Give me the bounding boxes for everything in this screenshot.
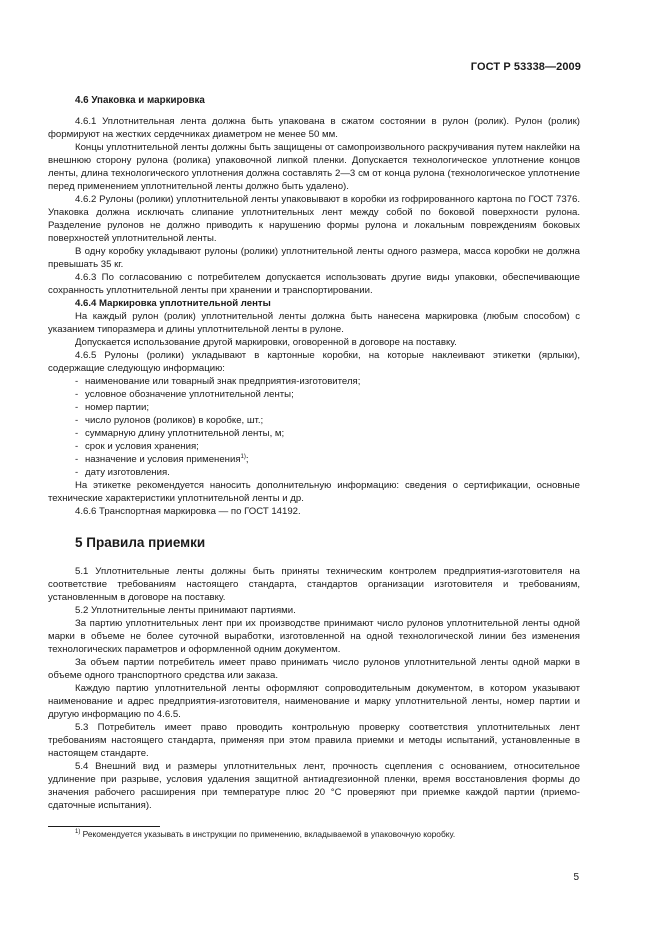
paragraph-4-6-3: 4.6.3 По согласованию с потребителем допускается использовать другие виды упаковки, обеспечивающие сохранность уплотнительной ленты при хранении и транспортировании. <box>48 272 580 296</box>
footnote-mark: 1) <box>75 829 81 835</box>
paragraph-other-marking: Допускается использование другой маркировки, оговоренной в договоре на поставку. <box>75 337 457 348</box>
footnote <box>75 829 580 840</box>
list-item: - число рулонов (роликов) в коробке, шт.; <box>75 415 264 426</box>
paragraph-batch-volume: За объем партии потребитель имеет право принимать число рулонов уплотнительной ленты одной марки в объеме одного транспортного средства или заказа. <box>48 657 580 681</box>
paragraph-4-6-6: 4.6.6 Транспортная маркировка — по ГОСТ 14192. <box>75 506 301 517</box>
page-content <box>48 94 580 812</box>
paragraph-box-mass: В одну коробку укладывают рулоны (ролики) уплотнительной ленты одного размера, масса коробки не должна превышать 35 кг. <box>48 246 580 270</box>
list-item: - срок и условия хранения; <box>75 441 199 452</box>
footnote-text: Рекомендуется указывать в инструкции по применению, вкладываемой в упаковочную коробку. <box>82 829 456 839</box>
paragraph-5-3: 5.3 Потребитель имеет право проводить контрольную проверку соответствия уплотнительных лент требованиям настоящего стандарта, применяя при этом правила приемки и методы испытаний, установленные в настоящем стандарте. <box>48 722 580 759</box>
paragraph-4-6-2: 4.6.2 Рулоны (ролики) уплотнительной ленты упаковывают в коробки из гофрированного картона по ГОСТ 7376. Упаковка должна исключать слипание уплотнительных лент между собой по боковой поверхности рулона. Разделение рулонов не должно приводить к нарушению формы рулона и локальным повреждениям боковых поверхностей уплотнительной ленты. <box>48 194 580 244</box>
paragraph-batch-document: Каждую партию уплотнительной ленты оформляют сопроводительным документом, в котором указывают наименование и адрес предприятия-изготовителя, наименование и марку уплотнительной ленты, номер партии и другую информацию по 4.6.5. <box>48 683 580 720</box>
label-info-list <box>48 375 580 479</box>
section-5-title: 5 Правила приемки <box>75 535 206 550</box>
paragraph-ends-protection: Концы уплотнительной ленты должны быть защищены от самопроизвольного раскручивания путем наклейки на внешнюю сторону рулона (ролика) упаковочной липкой пленки. Допускается технологическое уплотнение концов ленты, длина технологического уплотнения должна составлять 2—3 см от конца рулона (технологическое уплотнение перед применением уплотнительной ленты должно быть удалено). <box>48 142 580 192</box>
footnote-divider <box>48 826 160 827</box>
list-item: - наименование или товарный знак предприятия-изготовителя; <box>75 376 361 387</box>
list-item: - назначение и условия применения$^{1)}$; <box>75 454 249 465</box>
paragraph-5-4: 5.4 Внешний вид и размеры уплотнительных лент, прочность сцепления с основанием, относительное удлинение при разрыве, условия удаления защитной антиадгезионной пленки, время восстановления формы до значения рабочего расширения при температуре плюс 20 °С проверяют при приемке каждой партии (приемо-сдаточные испытания). <box>48 761 580 811</box>
document-code: ГОСТ Р 53338—2009 <box>470 61 581 73</box>
paragraph-4-6-1: 4.6.1 Уплотнительная лента должна быть упакована в сжатом состоянии в рулон (ролик). Рулон (ролик) формируют на жестких сердечниках диаметром не менее 50 мм. <box>48 116 580 140</box>
paragraph-label-recommendation: На этикетке рекомендуется наносить дополнительную информацию: сведения о сертификации, основные технические характеристики уплотнительной ленты и др. <box>48 480 580 504</box>
paragraph-marking: На каждый рулон (ролик) уплотнительной ленты должна быть нанесена маркировка (любым способом) с указанием типоразмера и длины уплотнительной ленты в рулоне. <box>48 311 580 335</box>
section-4-6-title: 4.6 Упаковка и маркировка <box>75 95 205 106</box>
subsection-4-6-4-title: 4.6.4 Маркировка уплотнительной ленты <box>75 298 271 309</box>
footnote-ref: 1) <box>240 454 246 460</box>
paragraph-5-1: 5.1 Уплотнительные ленты должны быть приняты техническим контролем предприятия-изготовителя на соответствие требованиям настоящего стандарта, стандартов организации изготовителя и требованиям, установленным в договоре на поставку. <box>48 566 580 603</box>
page-number: 5 <box>573 872 579 883</box>
list-item: - номер партии; <box>75 402 149 413</box>
paragraph-batch-definition: За партию уплотнительных лент при их производстве принимают число рулонов уплотнительной ленты одной марки в объеме не более суточной выработки, изготовленной на одной технологической линии без изменения технологических параметров и оформленной одним документом. <box>48 618 580 655</box>
paragraph-4-6-5: 4.6.5 Рулоны (ролики) укладывают в картонные коробки, на которые наклеивают этикетки (ярлыки), содержащие следующую информацию: <box>48 350 580 374</box>
list-item: - суммарную длину уплотнительной ленты, м; <box>75 428 285 439</box>
paragraph-5-2: 5.2 Уплотнительные ленты принимают партиями. <box>75 605 296 616</box>
list-item: - условное обозначение уплотнительной ленты; <box>75 389 294 400</box>
list-item: - дату изготовления. <box>75 467 170 478</box>
